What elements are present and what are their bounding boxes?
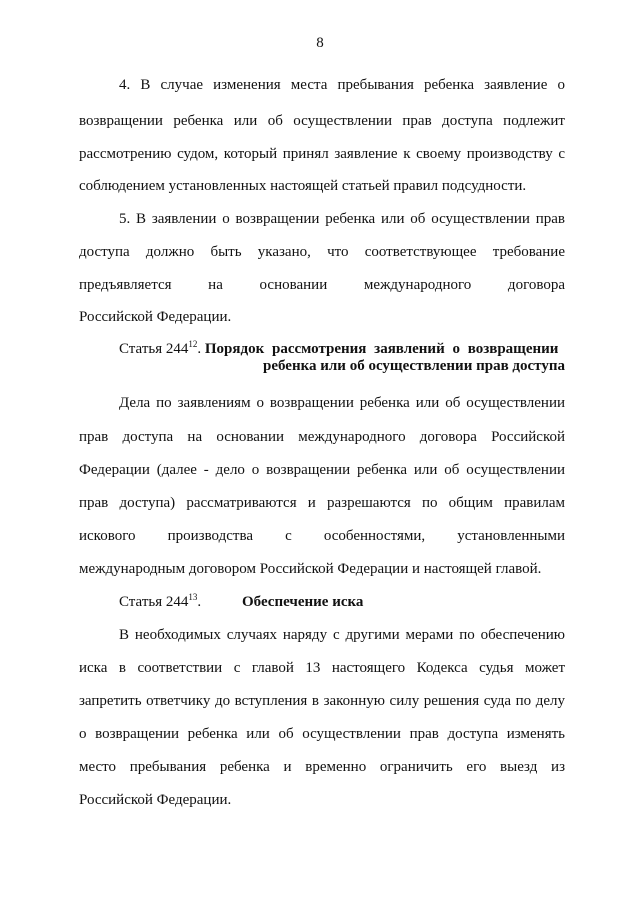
paragraph-line: рассмотрению судом, который принял заявление к своему производству с	[79, 146, 565, 162]
article-superscript: 12	[188, 339, 198, 349]
article-dot: .	[197, 594, 202, 610]
paragraph-line: предъявляется на основании международного договора	[79, 277, 565, 293]
paragraph-line: Федерации (далее - дело о возвращении ребенка или об осуществлении	[79, 462, 565, 478]
paragraph-line: о возвращении ребенка или об осуществлении прав доступа изменять	[79, 726, 565, 742]
page-number: 8	[316, 35, 324, 51]
article-heading-line	[119, 593, 201, 611]
paragraph-line: место пребывания ребенка и временно ограничить его выезд из	[79, 759, 565, 775]
article-superscript: 13	[188, 592, 198, 602]
paragraph-line: Российской Федерации.	[79, 309, 232, 325]
paragraph-line: искового производства с особенностями, установленными	[79, 528, 565, 544]
paragraph-line: 4. В случае изменения места пребывания ребенка заявление о	[119, 77, 565, 93]
paragraph-line: 5. В заявлении о возвращении ребенка или об осуществлении прав	[119, 211, 565, 227]
article-number: Статья 244	[119, 594, 189, 610]
paragraph-line: международным договором Российской Федерации и настоящей главой.	[79, 561, 542, 577]
paragraph-line: Российской Федерации.	[79, 792, 232, 808]
paragraph-line: возвращении ребенка или об осуществлении прав доступа подлежит	[79, 113, 565, 129]
article-title-continued: ребенка или об осуществлении прав доступа	[262, 358, 565, 374]
paragraph-line: запретить ответчику до вступления в законную силу решения суда по делу	[79, 693, 565, 709]
paragraph-line: иска в соответствии с главой 13 настоящего Кодекса судья может	[79, 660, 565, 676]
paragraph-line: В необходимых случаях наряду с другими мерами по обеспечению	[119, 627, 565, 643]
paragraph-line: прав доступа на основании международного договора Российской	[79, 429, 565, 445]
article-title: Обеспечение иска	[242, 594, 364, 610]
article-title: Порядок рассмотрения заявлений о возвращении	[204, 341, 559, 357]
paragraph-line: прав доступа) рассматриваются и разрешаются по общим правилам	[79, 495, 565, 511]
article-dot: .	[197, 341, 202, 357]
article-heading-line	[119, 340, 558, 358]
paragraph-line: доступа должно быть указано, что соответствующее требование	[79, 244, 565, 260]
article-number: Статья 244	[119, 341, 189, 357]
paragraph-line: Дела по заявлениям о возвращении ребенка или об осуществлении	[119, 395, 565, 411]
paragraph-line: соблюдением установленных настоящей статьей правил подсудности.	[79, 178, 527, 194]
